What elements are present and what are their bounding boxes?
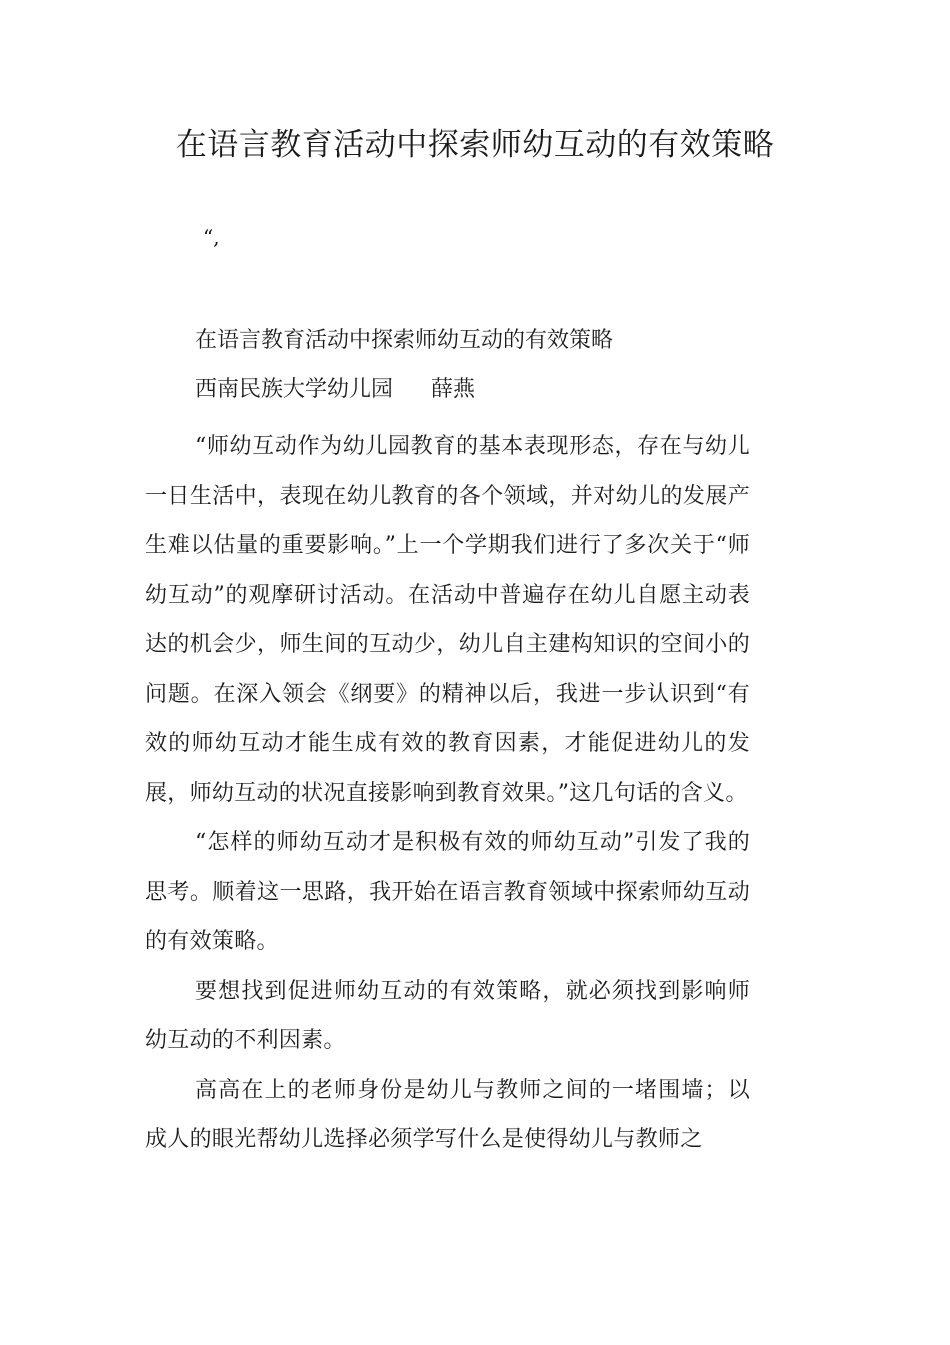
author-name: 薛燕 <box>431 377 476 402</box>
author-line <box>195 375 475 405</box>
affiliation: 西南民族大学幼儿园 <box>195 377 394 402</box>
body-paragraph: 要想找到促进师幼互动的有效策略，就必须找到影响师幼互动的不利因素。 <box>145 978 750 1053</box>
body-paragraph: “师幼互动作为幼儿园教育的基本表现形态，存在与幼儿一日生活中，表现在幼儿教育的各个领域，并对幼儿的发展产生难以估量的重要影响。”上一个学期我们进行了多次关于“师幼互动”的观摩研讨活动。在活动中普遍存在幼儿自愿主动表达的机会少，师生间的互动少，幼儿自主建构知识的空间小的问题。在深入领会《纲要》的精神以后，我进一步认识到“有效的师幼互动才能生成有效的教育因素，才能促进幼儿的发展，师幼互动的状况直接影响到教育效果。”这几句话的含义。 <box>145 434 750 806</box>
body-paragraph: 高高在上的老师身份是幼儿与教师之间的一堵围墙；以成人的眼光帮幼儿选择必须学写什么是使得幼儿与教师之 <box>145 1077 750 1152</box>
article-body <box>145 422 750 1165</box>
document-title: 在语言教育活动中探索师幼互动的有效策略 <box>175 127 775 163</box>
body-paragraph: “怎样的师幼互动才是积极有效的师幼互动”引发了我的思考。顺着这一思路，我开始在语言教育领域中探索师幼互动的有效策略。 <box>145 830 750 954</box>
stray-quote-mark: “, <box>203 225 220 249</box>
article-subtitle: 在语言教育活动中探索师幼互动的有效策略 <box>195 328 614 353</box>
